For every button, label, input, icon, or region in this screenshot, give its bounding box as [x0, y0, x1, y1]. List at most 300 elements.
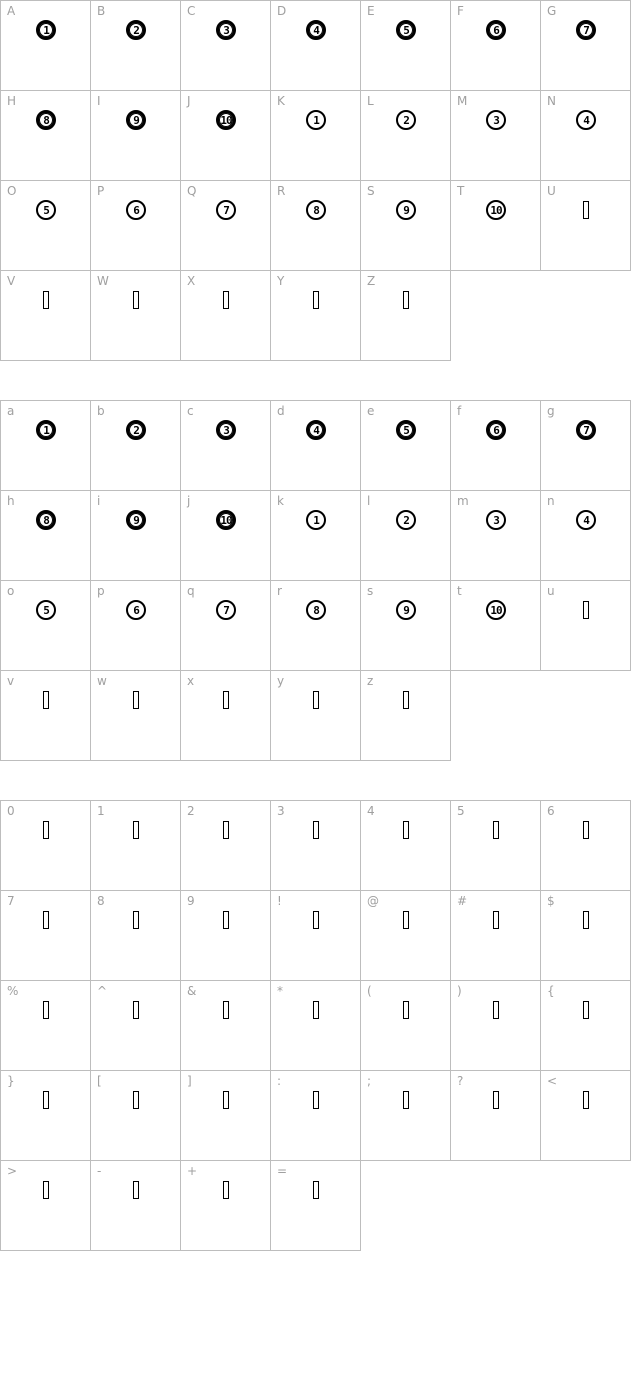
- cell-label: d: [277, 404, 285, 418]
- glyph-preview: [394, 596, 418, 624]
- cell-label: <: [547, 1074, 558, 1088]
- missing-glyph-box-icon: [403, 691, 409, 709]
- cell-label: h: [7, 494, 15, 508]
- glyph-cell: [90, 670, 181, 761]
- glyph-preview: [574, 996, 598, 1024]
- cell-label: $: [547, 894, 555, 908]
- cell-label: X: [187, 274, 196, 288]
- circled-number-glyph: 10: [216, 510, 236, 530]
- cell-label: w: [97, 674, 107, 688]
- cell-label: ?: [457, 1074, 464, 1088]
- glyph-cell: [540, 90, 631, 181]
- glyph-preview: [214, 286, 238, 314]
- glyph-cell: [180, 0, 271, 91]
- missing-glyph-box-icon: [493, 1001, 499, 1019]
- glyph-cell: [0, 890, 91, 981]
- glyph-preview: [304, 16, 328, 44]
- cell-label: T: [457, 184, 465, 198]
- circled-number-glyph: 8: [306, 200, 326, 220]
- glyph-cell: [540, 0, 631, 91]
- missing-glyph-box-icon: [133, 1091, 139, 1109]
- missing-glyph-box-icon: [583, 601, 589, 619]
- cell-label: ]: [187, 1074, 192, 1088]
- missing-glyph-box-icon: [223, 1181, 229, 1199]
- glyph-cell: [360, 800, 451, 891]
- circled-number-glyph: 6: [486, 420, 506, 440]
- missing-glyph-box-icon: [313, 291, 319, 309]
- glyph-cell: [360, 670, 451, 761]
- glyph-cell: [270, 0, 361, 91]
- glyph-preview: [124, 416, 148, 444]
- circled-number-glyph: 4: [306, 420, 326, 440]
- glyph-preview: [304, 506, 328, 534]
- circled-number-glyph: 4: [576, 110, 596, 130]
- cell-label: }: [7, 1074, 15, 1088]
- cell-label: H: [7, 94, 17, 108]
- missing-glyph-box-icon: [223, 911, 229, 929]
- glyph-cell: [450, 400, 541, 491]
- cell-label: r: [277, 584, 282, 598]
- missing-glyph-box-icon: [493, 821, 499, 839]
- circled-number-glyph: 3: [486, 110, 506, 130]
- glyph-preview: [304, 906, 328, 934]
- glyph-preview: [574, 106, 598, 134]
- glyph-cell: [0, 90, 91, 181]
- glyph-cell: [90, 0, 181, 91]
- glyph-cell: [180, 490, 271, 581]
- glyph-preview: [574, 506, 598, 534]
- missing-glyph-box-icon: [403, 1001, 409, 1019]
- missing-glyph-box-icon: [313, 691, 319, 709]
- glyph-cell: [270, 890, 361, 981]
- circled-number-glyph: 7: [576, 420, 596, 440]
- glyph-preview: [394, 816, 418, 844]
- cell-label: n: [547, 494, 555, 508]
- glyph-cell: [270, 670, 361, 761]
- circled-number-glyph: 4: [306, 20, 326, 40]
- glyph-cell: [180, 800, 271, 891]
- cell-label: o: [7, 584, 15, 598]
- missing-glyph-box-icon: [133, 1001, 139, 1019]
- glyph-preview: [124, 196, 148, 224]
- cell-label: %: [7, 984, 19, 998]
- glyph-cell: [360, 580, 451, 671]
- cell-label: f: [457, 404, 462, 418]
- circled-number-glyph: 7: [216, 600, 236, 620]
- glyph-cell: [0, 400, 91, 491]
- circled-number-glyph: 2: [126, 420, 146, 440]
- glyph-preview: [394, 16, 418, 44]
- glyph-cell: [360, 0, 451, 91]
- cell-label: k: [277, 494, 284, 508]
- glyph-cell: [450, 0, 541, 91]
- glyph-cell: [360, 270, 451, 361]
- missing-glyph-box-icon: [313, 911, 319, 929]
- glyph-cell: [450, 890, 541, 981]
- cell-label: P: [97, 184, 105, 198]
- cell-label: D: [277, 4, 287, 18]
- missing-glyph-box-icon: [223, 691, 229, 709]
- glyph-preview: [484, 196, 508, 224]
- missing-glyph-box-icon: [583, 911, 589, 929]
- glyph-preview: [484, 996, 508, 1024]
- glyph-cell: [360, 490, 451, 581]
- cell-label: y: [277, 674, 285, 688]
- glyph-preview: [214, 416, 238, 444]
- cell-label: I: [97, 94, 101, 108]
- glyph-cell: [90, 400, 181, 491]
- cell-label: M: [457, 94, 468, 108]
- glyph-preview: [484, 816, 508, 844]
- cell-label: 9: [187, 894, 195, 908]
- cell-label: >: [7, 1164, 18, 1178]
- glyph-cell: [0, 1160, 91, 1251]
- glyph-preview: [394, 686, 418, 714]
- glyph-cell: [450, 490, 541, 581]
- glyph-cell: [540, 890, 631, 981]
- cell-label: v: [7, 674, 15, 688]
- glyph-preview: [304, 996, 328, 1024]
- missing-glyph-box-icon: [493, 911, 499, 929]
- glyph-cell: [90, 890, 181, 981]
- glyph-preview: [214, 1086, 238, 1114]
- glyph-preview: [214, 16, 238, 44]
- glyph-cell: [270, 270, 361, 361]
- cell-label: 8: [97, 894, 105, 908]
- glyph-preview: [34, 286, 58, 314]
- glyph-cell: [360, 400, 451, 491]
- glyph-cell: [450, 980, 541, 1071]
- glyph-cell: [540, 800, 631, 891]
- cell-label: b: [97, 404, 105, 418]
- circled-number-glyph: 3: [486, 510, 506, 530]
- missing-glyph-box-icon: [313, 1181, 319, 1199]
- glyph-cell: [270, 980, 361, 1071]
- cell-label: e: [367, 404, 375, 418]
- circled-number-glyph: 2: [396, 110, 416, 130]
- glyph-cell: [90, 580, 181, 671]
- glyph-preview: [394, 906, 418, 934]
- glyph-cell: [270, 90, 361, 181]
- cell-label: C: [187, 4, 196, 18]
- glyph-preview: [214, 506, 238, 534]
- cell-label: !: [277, 894, 282, 908]
- glyph-preview: [34, 106, 58, 134]
- glyph-preview: [214, 106, 238, 134]
- glyph-cell: [450, 580, 541, 671]
- cell-label: R: [277, 184, 286, 198]
- cell-label: V: [7, 274, 16, 288]
- circled-number-glyph: 8: [36, 510, 56, 530]
- circled-number-glyph: 5: [36, 600, 56, 620]
- glyph-cell: [360, 90, 451, 181]
- glyph-preview: [394, 286, 418, 314]
- missing-glyph-box-icon: [583, 1091, 589, 1109]
- circled-number-glyph: 2: [126, 20, 146, 40]
- cell-label: L: [367, 94, 374, 108]
- glyph-preview: [574, 16, 598, 44]
- glyph-preview: [124, 106, 148, 134]
- cell-label: (: [367, 984, 372, 998]
- cell-label: p: [97, 584, 105, 598]
- cell-label: W: [97, 274, 109, 288]
- glyph-preview: [124, 1086, 148, 1114]
- glyph-cell: [90, 490, 181, 581]
- glyph-preview: [484, 596, 508, 624]
- glyph-preview: [214, 196, 238, 224]
- glyph-preview: [214, 596, 238, 624]
- cell-label: 4: [367, 804, 375, 818]
- glyph-cell: [540, 980, 631, 1071]
- cell-label: a: [7, 404, 15, 418]
- cell-label: [: [97, 1074, 102, 1088]
- missing-glyph-box-icon: [313, 821, 319, 839]
- glyph-cell: [450, 800, 541, 891]
- missing-glyph-box-icon: [133, 821, 139, 839]
- circled-number-glyph: 3: [216, 20, 236, 40]
- glyph-preview: [304, 196, 328, 224]
- circled-number-glyph: 9: [126, 510, 146, 530]
- missing-glyph-box-icon: [403, 911, 409, 929]
- circled-number-glyph: 7: [216, 200, 236, 220]
- glyph-cell: [540, 580, 631, 671]
- glyph-preview: [574, 416, 598, 444]
- glyph-preview: [484, 16, 508, 44]
- circled-number-glyph: 9: [396, 600, 416, 620]
- circled-number-glyph: 8: [36, 110, 56, 130]
- cell-label: F: [457, 4, 464, 18]
- cell-label: A: [7, 4, 16, 18]
- glyph-preview: [214, 1176, 238, 1204]
- glyph-preview: [124, 286, 148, 314]
- cell-label: t: [457, 584, 462, 598]
- cell-label: J: [187, 94, 191, 108]
- glyph-cell: [90, 180, 181, 271]
- glyph-preview: [304, 416, 328, 444]
- glyph-preview: [214, 816, 238, 844]
- glyph-preview: [394, 196, 418, 224]
- cell-label: #: [457, 894, 468, 908]
- circled-number-glyph: 5: [396, 420, 416, 440]
- glyph-cell: [270, 490, 361, 581]
- glyph-cell: [270, 1070, 361, 1161]
- glyph-cell: [0, 1070, 91, 1161]
- circled-number-glyph: 2: [396, 510, 416, 530]
- glyph-cell: [90, 1070, 181, 1161]
- cell-label: g: [547, 404, 555, 418]
- circled-number-glyph: 5: [396, 20, 416, 40]
- missing-glyph-box-icon: [583, 821, 589, 839]
- circled-number-glyph: 10: [486, 600, 506, 620]
- glyph-preview: [484, 506, 508, 534]
- cell-label: m: [457, 494, 469, 508]
- cell-label: 6: [547, 804, 555, 818]
- glyph-cell: [0, 0, 91, 91]
- glyph-cell: [90, 270, 181, 361]
- missing-glyph-box-icon: [43, 1001, 49, 1019]
- glyph-cell: [360, 980, 451, 1071]
- cell-label: l: [367, 494, 371, 508]
- circled-number-glyph: 10: [216, 110, 236, 130]
- glyph-preview: [484, 906, 508, 934]
- glyph-cell: [270, 800, 361, 891]
- glyph-preview: [34, 1086, 58, 1114]
- missing-glyph-box-icon: [403, 1091, 409, 1109]
- missing-glyph-box-icon: [43, 691, 49, 709]
- circled-number-glyph: 6: [126, 200, 146, 220]
- circled-number-glyph: 4: [576, 510, 596, 530]
- missing-glyph-box-icon: [313, 1001, 319, 1019]
- glyph-preview: [484, 416, 508, 444]
- glyph-preview: [124, 1176, 148, 1204]
- glyph-cell: [180, 580, 271, 671]
- cell-label: 0: [7, 804, 15, 818]
- glyph-preview: [124, 16, 148, 44]
- glyph-cell: [0, 580, 91, 671]
- glyph-cell: [0, 270, 91, 361]
- glyph-preview: [34, 996, 58, 1024]
- glyph-cell: [0, 490, 91, 581]
- missing-glyph-box-icon: [403, 291, 409, 309]
- glyph-preview: [124, 686, 148, 714]
- missing-glyph-box-icon: [43, 291, 49, 309]
- glyph-preview: [124, 906, 148, 934]
- glyph-cell: [270, 580, 361, 671]
- circled-number-glyph: 9: [126, 110, 146, 130]
- cell-label: ;: [367, 1074, 372, 1088]
- glyph-preview: [304, 686, 328, 714]
- cell-label: 7: [7, 894, 15, 908]
- glyph-cell: [0, 980, 91, 1071]
- glyph-preview: [394, 506, 418, 534]
- glyph-preview: [394, 416, 418, 444]
- cell-label: &: [187, 984, 197, 998]
- cell-label: 3: [277, 804, 285, 818]
- glyph-cell: [450, 1070, 541, 1161]
- cell-label: s: [367, 584, 374, 598]
- glyph-preview: [214, 996, 238, 1024]
- cell-label: E: [367, 4, 375, 18]
- missing-glyph-box-icon: [223, 291, 229, 309]
- glyph-preview: [34, 686, 58, 714]
- glyph-preview: [484, 106, 508, 134]
- glyph-cell: [270, 180, 361, 271]
- glyph-cell: [180, 90, 271, 181]
- cell-label: +: [187, 1164, 198, 1178]
- cell-label: @: [367, 894, 379, 908]
- circled-number-glyph: 1: [36, 20, 56, 40]
- cell-label: 2: [187, 804, 195, 818]
- cell-label: c: [187, 404, 194, 418]
- circled-number-glyph: 5: [36, 200, 56, 220]
- glyph-preview: [124, 596, 148, 624]
- glyph-preview: [34, 506, 58, 534]
- cell-label: B: [97, 4, 106, 18]
- glyph-preview: [34, 906, 58, 934]
- cell-label: j: [187, 494, 191, 508]
- missing-glyph-box-icon: [133, 1181, 139, 1199]
- missing-glyph-box-icon: [43, 1091, 49, 1109]
- cell-label: O: [7, 184, 17, 198]
- cell-label: z: [367, 674, 374, 688]
- cell-label: u: [547, 584, 555, 598]
- missing-glyph-box-icon: [43, 911, 49, 929]
- missing-glyph-box-icon: [133, 911, 139, 929]
- glyph-preview: [304, 1086, 328, 1114]
- glyph-preview: [304, 286, 328, 314]
- glyph-preview: [574, 196, 598, 224]
- glyph-preview: [394, 106, 418, 134]
- glyph-cell: [360, 180, 451, 271]
- missing-glyph-box-icon: [43, 821, 49, 839]
- circled-number-glyph: 3: [216, 420, 236, 440]
- glyph-cell: [90, 1160, 181, 1251]
- circled-number-glyph: 7: [576, 20, 596, 40]
- glyph-cell: [90, 980, 181, 1071]
- glyph-cell: [540, 490, 631, 581]
- glyph-cell: [0, 670, 91, 761]
- missing-glyph-box-icon: [223, 1091, 229, 1109]
- missing-glyph-box-icon: [583, 201, 589, 219]
- glyph-preview: [304, 596, 328, 624]
- cell-label: {: [547, 984, 555, 998]
- missing-glyph-box-icon: [313, 1091, 319, 1109]
- glyph-cell: [540, 1070, 631, 1161]
- missing-glyph-box-icon: [403, 821, 409, 839]
- glyph-preview: [574, 906, 598, 934]
- cell-label: S: [367, 184, 375, 198]
- cell-label: U: [547, 184, 556, 198]
- glyph-cell: [540, 180, 631, 271]
- cell-label: :: [277, 1074, 282, 1088]
- circled-number-glyph: 10: [486, 200, 506, 220]
- glyph-preview: [574, 596, 598, 624]
- glyph-preview: [304, 816, 328, 844]
- glyph-cell: [360, 890, 451, 981]
- missing-glyph-box-icon: [493, 1091, 499, 1109]
- glyph-preview: [34, 1176, 58, 1204]
- glyph-cell: [180, 890, 271, 981]
- cell-label: =: [277, 1164, 288, 1178]
- cell-label: ^: [97, 984, 108, 998]
- missing-glyph-box-icon: [223, 1001, 229, 1019]
- glyph-preview: [124, 506, 148, 534]
- glyph-cell: [180, 180, 271, 271]
- cell-label: ): [457, 984, 462, 998]
- circled-number-glyph: 8: [306, 600, 326, 620]
- glyph-preview: [574, 816, 598, 844]
- glyph-preview: [34, 596, 58, 624]
- cell-label: i: [97, 494, 101, 508]
- circled-number-glyph: 1: [306, 510, 326, 530]
- glyph-cell: [180, 1070, 271, 1161]
- missing-glyph-box-icon: [133, 691, 139, 709]
- glyph-cell: [0, 800, 91, 891]
- missing-glyph-box-icon: [133, 291, 139, 309]
- glyph-preview: [304, 106, 328, 134]
- glyph-cell: [270, 1160, 361, 1251]
- glyph-cell: [180, 1160, 271, 1251]
- glyph-preview: [394, 996, 418, 1024]
- missing-glyph-box-icon: [583, 1001, 589, 1019]
- glyph-cell: [450, 180, 541, 271]
- cell-label: 5: [457, 804, 465, 818]
- missing-glyph-box-icon: [43, 1181, 49, 1199]
- circled-number-glyph: 1: [306, 110, 326, 130]
- glyph-preview: [34, 196, 58, 224]
- cell-label: 1: [97, 804, 105, 818]
- glyph-preview: [574, 1086, 598, 1114]
